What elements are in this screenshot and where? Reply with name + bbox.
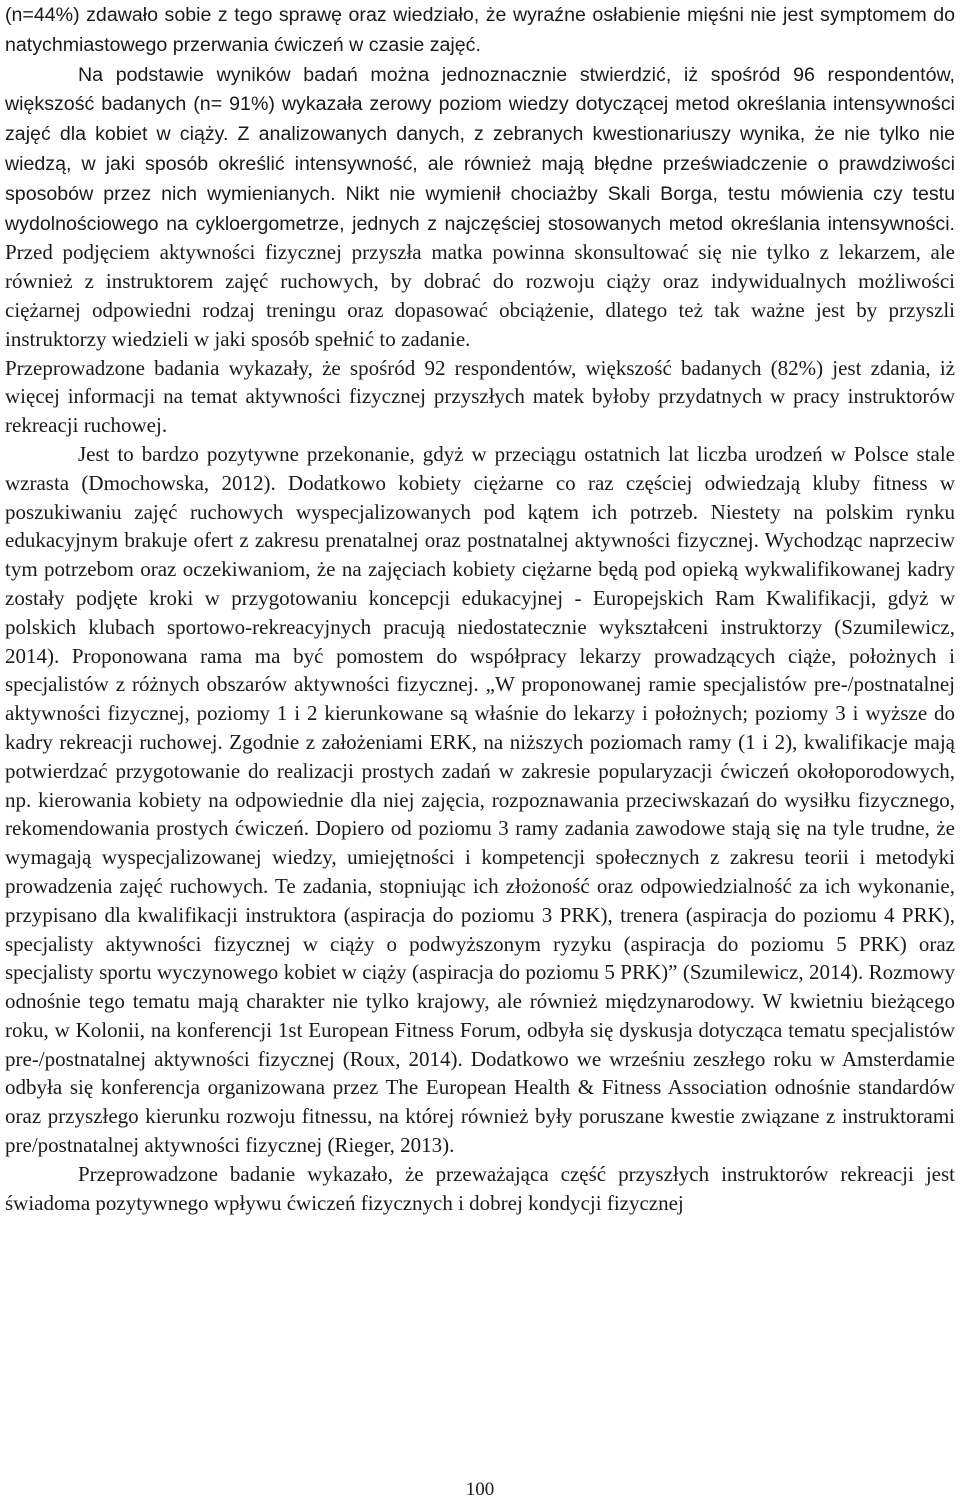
paragraph-3-text: Przeprowadzone badania wykazały, że spośród 92 respondentów, większość badanych (82%) jest zdania, iż więcej informacji na temat aktywności fizycznej przyszłych matek byłoby przydatnych w pracy instruktorów rekreacji ruchowej. [5, 355, 955, 438]
document-page [5, 0, 955, 1509]
paragraph-2-text-sans: Na podstawie wyników badań można jednoznacznie stwierdzić, iż spośród 96 respondentów, większość badanych (n= 91%) wykazała zerowy poziom wiedzy dotyczącej metod określania intensywności zajęć dla kobiet w ciąży. Z analizowanych danych, z zebranych kwestionariuszy wynika, że nie tylko nie wiedzą, w jaki sposób określić intensywność, ale również mają błędne przeświadczenie o prawdziwości sposobów przez nich wymienianych. Nikt nie wymienił chociażby Skali Borga, testu mówienia czy testu wydolnościowego na cykloergometrze, jednych z najczęściej stosowanych metod określania intensywności. [5, 63, 955, 235]
paragraph-5-text: Przeprowadzone badanie wykazało, że przeważająca część przyszłych instruktorów rekreacji jest świadoma pozytywnego wpływu ćwiczeń fizycznych i dobrej kondycji fizycznej [5, 1161, 955, 1215]
paragraph-4-text: Jest to bardzo pozytywne przekonanie, gdyż w przeciągu ostatnich lat liczba urodzeń w Polsce stale wzrasta (Dmochowska, 2012). Dodatkowo kobiety ciężarne co raz częściej odwiedzają kluby fitness w poszukiwaniu zajęć ruchowych wyspecjalizowanych pod kątem ich potrzeb. Niestety na polskim rynku edukacyjnym brakuje ofert z zakresu prenatalnej oraz postnatalnej aktywności fizycznej. Wychodząc naprzeciw tym potrzebom oraz oczekiwaniom, że na zajęciach kobiety ciężarne będą pod opieką wykwalifikowanej kadry zostały podjęte kroki w przygotowaniu koncepcji edukacyjnej - Europejskich Ram Kwalifikacji, gdyż w polskich klubach sportowo-rekreacyjnych pracują niedostatecznie wykształceni instruktorzy (Szumilewicz, 2014). Proponowana rama ma być pomostem do współpracy lekarzy prowadzących ciąże, położnych i specjalistów z różnych obszarów aktywności fizycznej. „W proponowanej ramie specjalistów pre-/postnatalnej aktywności fizycznej, poziomy 1 i 2 kierunkowane są właśnie do lekarzy i położnych; poziomy 3 i wyższe do kadry rekreacji ruchowej. Zgodnie z założeniami ERK, na niższych poziomach ramy (1 i 2), kwalifikacje mają potwierdzać przygotowanie do realizacji prostych zadań w zakresie popularyzacji ćwiczeń okołoporodowych, np. kierowania kobiety na odpowiednie dla niej zajęcia, rozpoznawania przeciwskazań do wysiłku fizycznego, rekomendowania prostych ćwiczeń. Dopiero od poziomu 3 ramy zadania zawodowe stają się na tyle trudne, że wymagają wyspecjalizowanej wiedzy, umiejętności i kompetencji społecznych z zakresu teorii i metodyki prowadzenia zajęć ruchowych. Te zadania, stopniując ich złożoność oraz odpowiedzialność za ich wykonanie, przypisano dla kwalifikacji instruktora (aspiracja do poziomu 3 PRK), trenera (aspiracja do poziomu 4 PRK), specjalisty aktywności fizycznej w ciąży o podwyższonym ryzyku (aspiracja do poziomu 5 PRK) oraz specjalisty sportu wyczynowego kobiet w ciąży (aspiracja do poziomu 5 PRK)” (Szumilewicz, 2014). Rozmowy odnośnie tego tematu mają charakter nie tylko krajowy, ale również międzynarodowy. W kwietniu bieżącego roku, w Kolonii, na konferencji 1st European Fitness Forum, odbyła się dyskusja dotycząca tematu specjalistów pre-/postnatalnej aktywności fizycznej (Roux, 2014). Dodatkowo we wrześniu zeszłego roku w Amsterdamie odbyła się konferencja organizowana przez The European Health & Fitness Association odnośnie standardów oraz przyszłego kierunku rozwoju fitnessu, na której również były poruszane kwestie związane z instruktorami pre/postnatalnej aktywności fizycznej (Rieger, 2013). [5, 441, 955, 1158]
paragraph-5 [5, 1160, 955, 1218]
paragraph-1 [5, 0, 955, 60]
paragraph-1-text: (n=44%) zdawało sobie z tego sprawę oraz wiedziało, że wyraźne osłabienie mięśni nie jest symptomem do natychmiastowego przerwania ćwiczeń w czasie zajęć. [5, 4, 955, 56]
body-text [5, 0, 955, 1217]
paragraph-4 [5, 440, 955, 1160]
paragraph-2-text-serif: Przed podjęciem aktywności fizycznej przyszła matka powinna skonsultować się nie tylko z lekarzem, ale również z instruktorem zajęć ruchowych, by dobrać do rozwoju ciąży oraz indywidualnych możliwości ciężarnej odpowiedni rodzaj treningu oraz dopasować obciążenie, dlatego też tak ważne jest by przyszli instruktorzy wiedzieli w jaki sposób spełnić to zadanie. [5, 240, 955, 351]
paragraph-2 [5, 60, 955, 354]
page-number: 100 [465, 1479, 495, 1500]
paragraph-3 [5, 354, 955, 440]
